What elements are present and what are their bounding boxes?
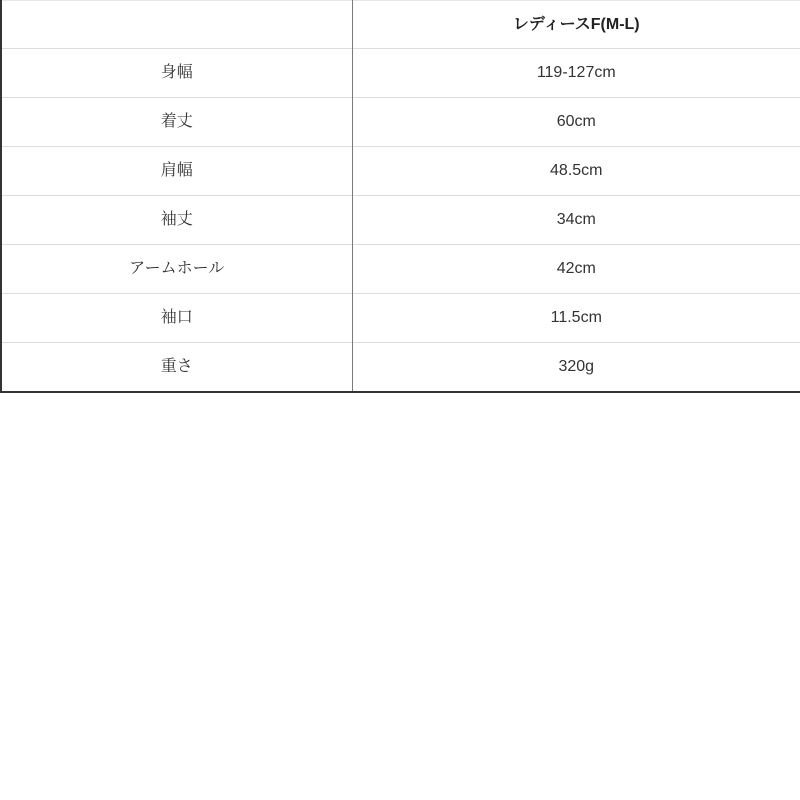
table-row — [1, 343, 800, 392]
row-value-weight: 320g — [352, 343, 800, 392]
row-value-armhole: 42cm — [352, 245, 800, 294]
table-header-row — [1, 1, 800, 49]
row-value-shoulder-width: 48.5cm — [352, 147, 800, 196]
size-chart-table — [0, 0, 800, 393]
header-size-cell: レディースF(M-L) — [352, 1, 800, 49]
row-label-length: 着丈 — [1, 98, 352, 147]
table-row — [1, 49, 800, 98]
table-row — [1, 196, 800, 245]
size-chart-body — [1, 49, 800, 392]
table-row — [1, 245, 800, 294]
table-row — [1, 98, 800, 147]
row-label-body-width: 身幅 — [1, 49, 352, 98]
row-label-weight: 重さ — [1, 343, 352, 392]
header-empty-cell — [1, 1, 352, 49]
size-chart-header — [1, 1, 800, 49]
table-row — [1, 147, 800, 196]
row-label-armhole: アームホール — [1, 245, 352, 294]
row-value-sleeve-length: 34cm — [352, 196, 800, 245]
row-value-length: 60cm — [352, 98, 800, 147]
row-value-cuff: 11.5cm — [352, 294, 800, 343]
table-row — [1, 294, 800, 343]
row-value-body-width: 119-127cm — [352, 49, 800, 98]
row-label-cuff: 袖口 — [1, 294, 352, 343]
row-label-shoulder-width: 肩幅 — [1, 147, 352, 196]
row-label-sleeve-length: 袖丈 — [1, 196, 352, 245]
